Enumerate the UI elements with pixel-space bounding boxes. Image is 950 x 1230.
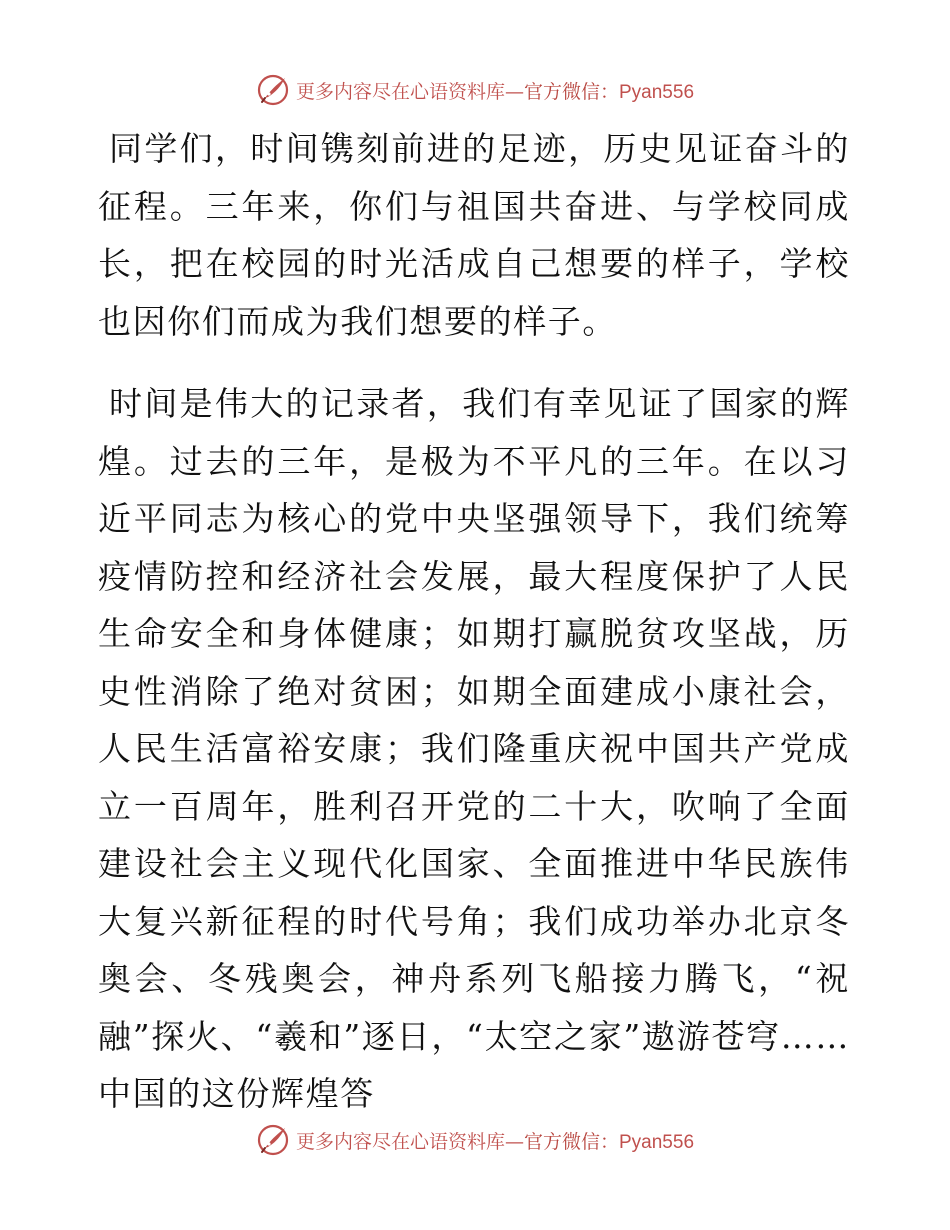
quill-pen-logo-icon (256, 73, 290, 107)
header-wechat-label: 官方微信： (523, 80, 619, 103)
quill-pen-logo-icon (256, 1123, 290, 1157)
header-wechat-id: Pyan556 (619, 81, 695, 103)
header-brand-text: 更多内容尽在心语资料库 (295, 80, 505, 103)
header-separator: — (504, 80, 524, 103)
header-banner (0, 70, 950, 110)
footer-wechat-id: Pyan556 (619, 1131, 695, 1153)
footer-banner (0, 1120, 950, 1160)
header-banner-text (296, 77, 694, 104)
document-body (98, 120, 850, 1148)
footer-banner-text (296, 1127, 694, 1154)
paragraph-1: 同学们，时间镌刻前进的足迹，历史见证奋斗的征程。三年来，你们与祖国共奋进、与学校同成长，把在校园的时光活成自己想要的样子，学校也因你们而成为我们想要的样子。 (98, 129, 850, 341)
footer-brand-text: 更多内容尽在心语资料库 (295, 1130, 505, 1153)
footer-separator: — (504, 1130, 524, 1153)
paragraph-2: 时间是伟大的记录者，我们有幸见证了国家的辉煌。过去的三年，是极为不平凡的三年。在以习近平同志为核心的党中央坚强领导下，我们统筹疫情防控和经济社会发展，最大程度保护了人民生命安全和身体健康；如期打赢脱贫攻坚战，历史性消除了绝对贫困；如期全面建成小康社会，人民生活富裕安康；我们隆重庆祝中国共产党成立一百周年，胜利召开党的二十大，吹响了全面建设社会主义现代化国家、全面推进中华民族伟大复兴新征程的时代号角；我们成功举办北京冬奥会、冬残奥会，神舟系列飞船接力腾飞，“祝融”探火、“羲和”逐日，“太空之家”遨游苍穹……中国的这份辉煌答 (98, 384, 850, 1113)
footer-wechat-label: 官方微信： (523, 1130, 619, 1153)
